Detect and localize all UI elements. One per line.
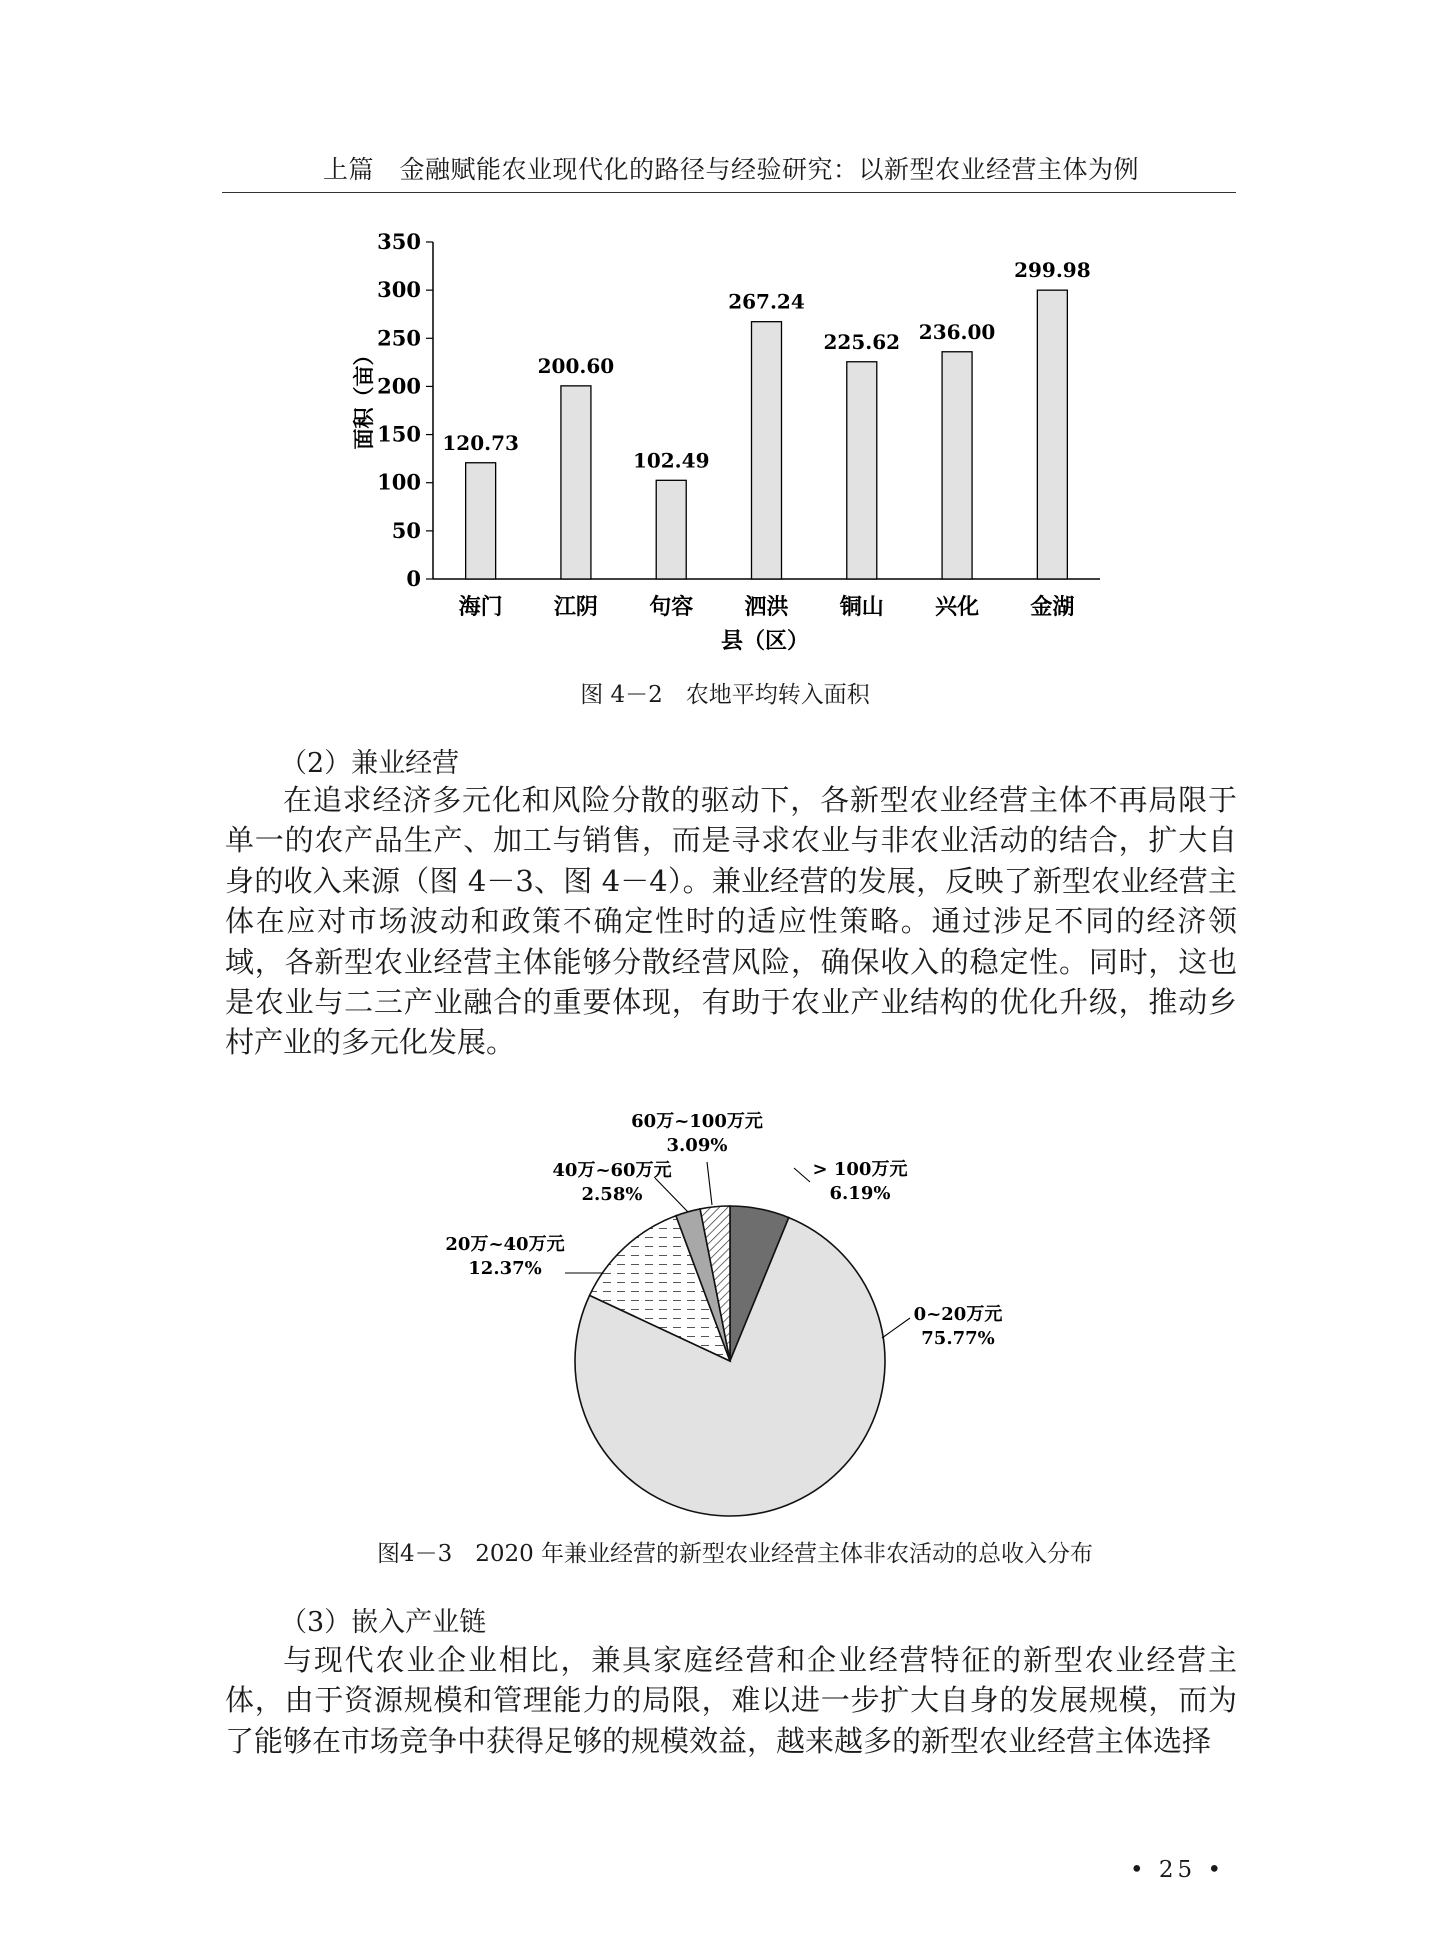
bar-category-label: 铜山 — [839, 594, 884, 620]
bar-chart-y-tick-label: 300 — [377, 277, 421, 303]
pie-slice-value: 6.19% — [829, 1183, 891, 1204]
figure-caption-4-2: 图 4－2 农地平均转入面积 — [580, 682, 870, 708]
bar-value-label: 236.00 — [918, 319, 996, 344]
bar-chart-ylabel: 面积（亩） — [351, 344, 376, 450]
bar-chart-y-tick-label: 50 — [391, 517, 421, 543]
bar-category-label: 句容 — [649, 594, 694, 620]
pie-leader-line — [655, 1178, 688, 1212]
pie-slice-label: 20万~40万元 — [445, 1234, 565, 1255]
bar-chart-xlabel: 县（区） — [720, 628, 810, 654]
running-head: 上篇 金融赋能农业现代化的路径与经验研究：以新型农业经营主体为例 — [322, 155, 1139, 184]
bar-chart-y-tick-label: 150 — [377, 421, 421, 447]
pie-slice-value: 75.77% — [921, 1328, 995, 1349]
bar-chart-y-tick-label: 350 — [377, 229, 421, 254]
bar-value-label: 200.60 — [537, 353, 615, 378]
pie-slice-value: 3.09% — [666, 1135, 728, 1156]
pie-slice-label: > 100万元 — [812, 1159, 908, 1180]
paragraph-section-3: 与现代农业企业相比，兼具家庭经营和企业经营特征的新型农业经营主体，由于资源规模和管理能力的局限，难以进一步扩大自身的发展规模，而为了能够在市场竞争中获得足够的规模效益，越来越多的新型农业经营主体选择 — [225, 1643, 1237, 1758]
bar-category-label: 泗洪 — [744, 594, 789, 620]
bar-value-label: 225.62 — [823, 329, 901, 354]
figure-caption-4-3: 图4－3 2020 年兼业经营的新型农业经营主体非农活动的总收入分布 — [376, 1541, 1094, 1567]
pie-slice-label: 0~20万元 — [913, 1304, 1003, 1325]
bar-category-label: 海门 — [458, 594, 503, 620]
pie-leader-line — [882, 1318, 910, 1338]
bar-value-label: 120.73 — [442, 430, 519, 455]
pie-slice-value: 2.58% — [581, 1184, 643, 1205]
pie-leader-line — [794, 1168, 810, 1182]
bar-category-label: 兴化 — [935, 594, 980, 620]
page-number: • 25 • — [1130, 1857, 1226, 1883]
bar-chart-y-tick-label: 100 — [377, 469, 421, 495]
section-heading-3: （3）嵌入产业链 — [280, 1607, 487, 1638]
bar-category-label: 江阴 — [553, 594, 598, 620]
bar-category-label: 金湖 — [1030, 594, 1075, 620]
section-heading-2: （2）兼业经营 — [280, 748, 460, 779]
pie-leader-line — [707, 1162, 712, 1205]
bar-value-label: 299.98 — [1014, 258, 1091, 283]
bar-value-label: 267.24 — [728, 289, 805, 314]
bar-chart-y-tick-label: 200 — [377, 373, 421, 399]
bar-chart-y-tick-label: 250 — [377, 325, 421, 351]
pie-slice-label: 40万~60万元 — [552, 1160, 672, 1181]
pie-slice-value: 12.37% — [468, 1258, 542, 1279]
bar-chart-y-tick-label: 0 — [406, 566, 421, 591]
bar-value-label: 102.49 — [632, 448, 710, 473]
pie-slice-label: 60万~100万元 — [631, 1111, 763, 1132]
paragraph-section-2: 在追求经济多元化和风险分散的驱动下，各新型农业经营主体不再局限于单一的农产品生产、加工与销售，而是寻求农业与非农业活动的结合，扩大自身的收入来源（图 4－3、图 4－4）。兼业经营的发展，反映了新型农业经营主体在应对市场波动和政策不确定性时的适应性策略。通过涉足不同的经济领域，各新型农业经营主体能够分散经营风险，确保收入的稳定性。同时，这也是农业与二三产业融合的重要体现，有助于农业产业结构的优化升级，推动乡村产业的多元化发展。 — [225, 783, 1237, 1060]
